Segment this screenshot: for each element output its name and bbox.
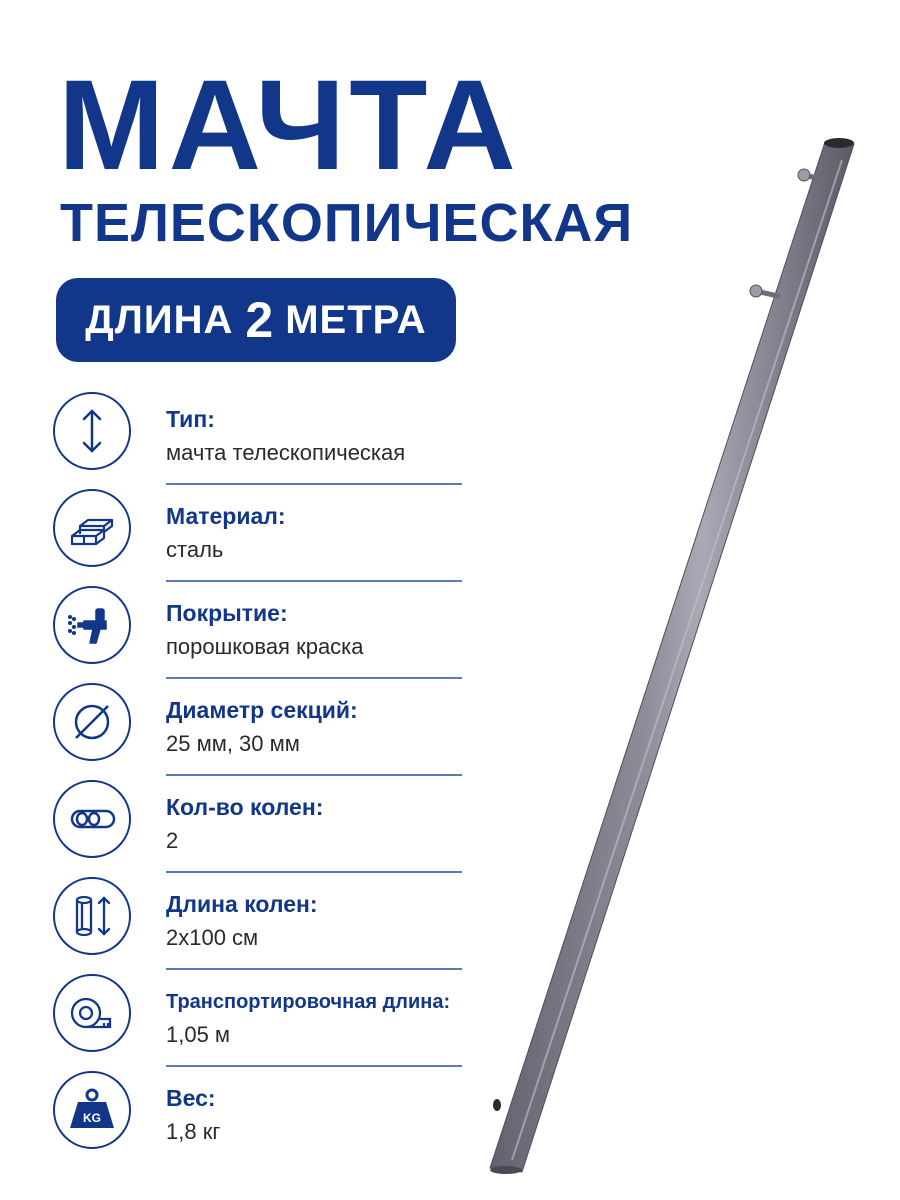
spec-label: Покрытие: [166, 600, 288, 626]
steel-bars-icon [53, 489, 131, 567]
spec-label: Транспортировочная длина: [166, 991, 451, 1013]
spec-label: Вес: [166, 1085, 216, 1111]
tube-sections-icon [53, 780, 131, 858]
spec-label: Диаметр секций: [166, 697, 358, 723]
diameter-icon [53, 683, 131, 761]
badge-word-length: ДЛИНА [85, 297, 234, 342]
spec-value: 2x100 см [166, 925, 259, 950]
spray-gun-icon [53, 586, 131, 664]
tube-length-icon [53, 877, 131, 955]
product-subtitle: ТЕЛЕСКОПИЧЕСКАЯ [60, 193, 634, 253]
spec-row-transport-length [50, 970, 470, 1067]
spec-value: 2 [166, 828, 179, 853]
spec-value: сталь [166, 537, 224, 562]
spec-label: Длина колен: [166, 891, 318, 917]
badge-number: 2 [245, 292, 274, 348]
spec-value: порошковая краска [166, 634, 364, 659]
product-title: МАЧТА [58, 54, 520, 197]
spec-row-diameter [50, 679, 470, 776]
spec-label: Материал: [166, 503, 286, 529]
spec-value: 1,8 кг [166, 1119, 221, 1144]
spec-value: 1,05 м [166, 1022, 231, 1047]
telescopic-mast-image [470, 120, 890, 1190]
spec-row-weight [50, 1067, 470, 1164]
vertical-arrows-icon [53, 392, 131, 470]
badge-word-meters: МЕТРА [285, 297, 427, 342]
spec-value: 25 мм, 30 мм [166, 731, 300, 756]
spec-row-material [50, 485, 470, 582]
spec-label: Кол-во колен: [166, 794, 324, 820]
spec-row-section-length [50, 873, 470, 970]
spec-value: мачта телескопическая [166, 440, 406, 465]
length-badge [56, 278, 456, 362]
spec-row-type [50, 388, 470, 485]
spec-row-coating [50, 582, 470, 679]
spec-row-sections [50, 776, 470, 873]
weight-kg-icon-text: KG [83, 1111, 101, 1125]
spec-label: Тип: [166, 406, 215, 432]
weight-kg-icon [53, 1071, 131, 1149]
spec-list [50, 388, 470, 1164]
tape-measure-icon [53, 974, 131, 1052]
